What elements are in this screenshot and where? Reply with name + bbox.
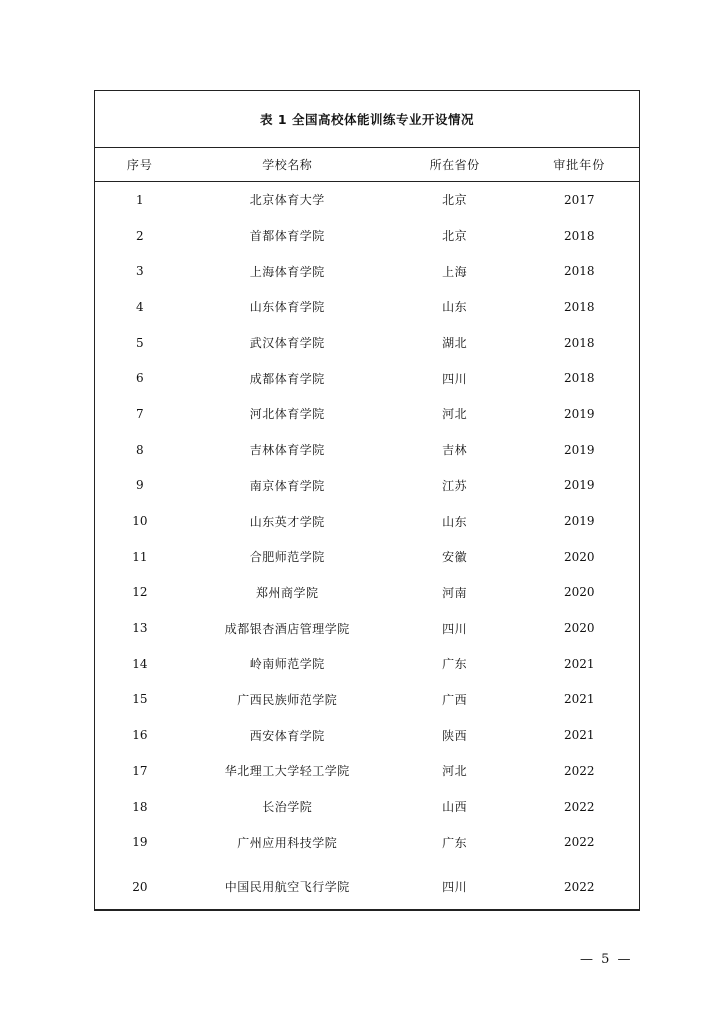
cell-year: 2021 <box>563 656 595 671</box>
cell-num: 16 <box>132 728 148 743</box>
table-row <box>95 824 639 860</box>
cell-num: 20 <box>132 879 148 894</box>
cell-num: 4 <box>136 299 144 314</box>
cell-name: 成都体育学院 <box>249 371 325 386</box>
cell-province: 江苏 <box>442 478 468 493</box>
table-row <box>95 218 639 254</box>
cell-name: 长治学院 <box>262 800 313 815</box>
table-header-row <box>95 147 639 182</box>
cell-num: 9 <box>136 478 144 493</box>
cell-province: 河北 <box>442 764 468 779</box>
cell-province: 四川 <box>442 621 468 636</box>
cell-name: 郑州商学院 <box>256 585 319 600</box>
cell-name: 岭南师范学院 <box>249 657 325 672</box>
cell-year: 2021 <box>563 728 595 743</box>
table-body <box>95 182 639 913</box>
cell-year: 2017 <box>563 192 595 207</box>
cell-num: 8 <box>136 442 144 457</box>
table-row <box>95 575 639 611</box>
table-row <box>95 682 639 718</box>
cell-num: 12 <box>132 585 148 600</box>
cell-num: 6 <box>136 371 144 386</box>
cell-name: 南京体育学院 <box>249 478 325 493</box>
cell-province: 山东 <box>442 300 468 315</box>
cell-province: 上海 <box>442 264 468 279</box>
table-row <box>95 646 639 682</box>
table-row <box>95 468 639 504</box>
cell-num: 14 <box>132 656 148 671</box>
table-row <box>95 717 639 753</box>
table-row <box>95 610 639 646</box>
table-row <box>95 396 639 432</box>
schools-table <box>94 90 640 911</box>
table-row <box>95 753 639 789</box>
cell-year: 2018 <box>563 299 595 314</box>
cell-year: 2018 <box>563 264 595 279</box>
table-row <box>95 860 639 913</box>
cell-name: 华北理工大学轻工学院 <box>224 764 350 779</box>
cell-num: 10 <box>132 514 148 529</box>
cell-name: 武汉体育学院 <box>249 336 325 351</box>
cell-num: 5 <box>136 335 144 350</box>
header-num: 序号 <box>126 157 153 172</box>
cell-num: 18 <box>132 799 148 814</box>
cell-name: 北京体育大学 <box>249 193 325 208</box>
cell-province: 广西 <box>442 692 468 707</box>
cell-year: 2020 <box>563 585 595 600</box>
cell-name: 山东英才学院 <box>249 514 325 529</box>
header-name: 学校名称 <box>262 157 313 172</box>
cell-year: 2019 <box>563 442 595 457</box>
cell-name: 河北体育学院 <box>249 407 325 422</box>
cell-name: 合肥师范学院 <box>249 550 325 565</box>
cell-province: 河南 <box>442 585 468 600</box>
cell-province: 山西 <box>442 800 468 815</box>
cell-name: 西安体育学院 <box>249 728 325 743</box>
cell-num: 1 <box>136 192 144 207</box>
cell-num: 11 <box>132 549 148 564</box>
cell-province: 广东 <box>442 835 468 850</box>
cell-year: 2018 <box>563 228 595 243</box>
table-row <box>95 289 639 325</box>
cell-year: 2022 <box>563 879 595 894</box>
cell-num: 17 <box>132 763 148 778</box>
cell-province: 湖北 <box>442 336 468 351</box>
cell-province: 安徽 <box>442 550 468 565</box>
table-row <box>95 503 639 539</box>
header-province: 所在省份 <box>429 157 480 172</box>
cell-name: 中国民用航空飞行学院 <box>224 880 350 895</box>
cell-province: 四川 <box>442 371 468 386</box>
cell-year: 2022 <box>563 799 595 814</box>
cell-year: 2020 <box>563 621 595 636</box>
cell-province: 北京 <box>442 193 468 208</box>
table-row <box>95 789 639 825</box>
cell-year: 2018 <box>563 335 595 350</box>
table-row <box>95 360 639 396</box>
cell-num: 7 <box>136 406 144 421</box>
cell-num: 3 <box>136 264 144 279</box>
cell-num: 19 <box>132 835 148 850</box>
cell-num: 15 <box>132 692 148 707</box>
table-row <box>95 432 639 468</box>
cell-year: 2022 <box>563 763 595 778</box>
cell-province: 陕西 <box>442 728 468 743</box>
cell-province: 广东 <box>442 657 468 672</box>
cell-num: 13 <box>132 621 148 636</box>
cell-name: 山东体育学院 <box>249 300 325 315</box>
page-number: — 5 — <box>580 952 633 967</box>
cell-year: 2020 <box>563 549 595 564</box>
cell-name: 吉林体育学院 <box>249 443 325 458</box>
cell-name: 广州应用科技学院 <box>237 835 338 850</box>
table-row <box>95 539 639 575</box>
cell-name: 成都银杏酒店管理学院 <box>224 621 350 636</box>
table-row <box>95 325 639 361</box>
cell-year: 2019 <box>563 478 595 493</box>
cell-province: 山东 <box>442 514 468 529</box>
cell-province: 吉林 <box>442 443 468 458</box>
table-row <box>95 182 639 218</box>
cell-num: 2 <box>136 228 144 243</box>
cell-year: 2019 <box>563 406 595 421</box>
cell-year: 2019 <box>563 514 595 529</box>
cell-name: 广西民族师范学院 <box>237 692 338 707</box>
cell-province: 河北 <box>442 407 468 422</box>
table-row <box>95 253 639 289</box>
table-title: 表 1 全国高校体能训练专业开设情况 <box>95 91 639 148</box>
cell-year: 2021 <box>563 692 595 707</box>
cell-province: 四川 <box>442 880 468 895</box>
cell-year: 2022 <box>563 835 595 850</box>
header-year: 审批年份 <box>553 157 606 172</box>
cell-province: 北京 <box>442 229 468 244</box>
cell-year: 2018 <box>563 371 595 386</box>
cell-name: 首都体育学院 <box>249 229 325 244</box>
cell-name: 上海体育学院 <box>249 264 325 279</box>
